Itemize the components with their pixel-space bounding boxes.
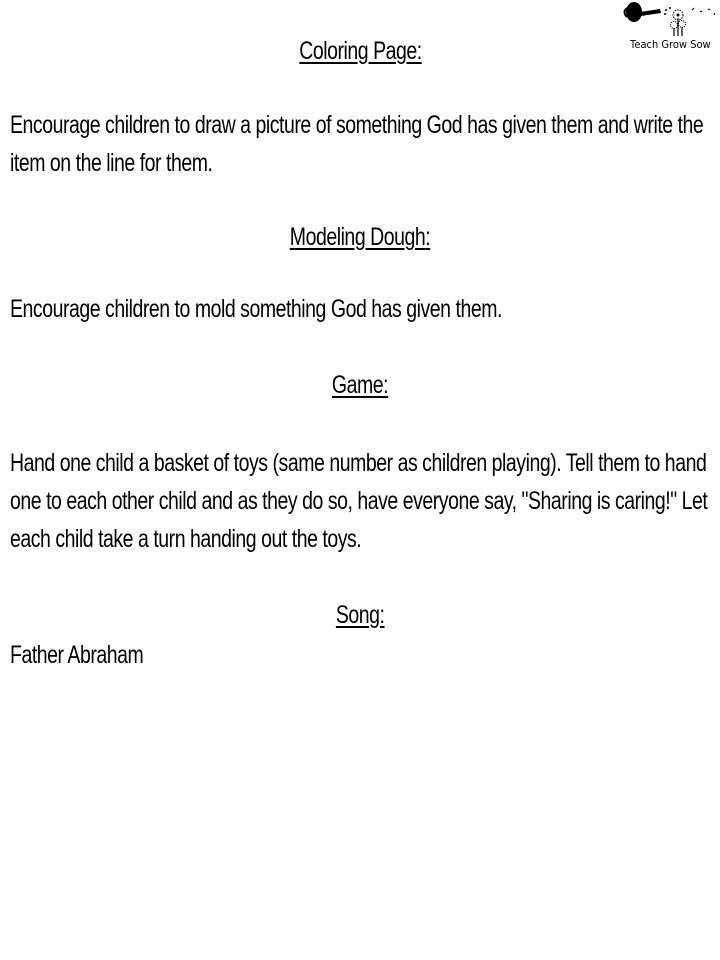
dough-instructions: Encourage children to mold something God has given them. [10,295,502,323]
song-heading: Song: [335,601,385,629]
game-heading: Game: [331,371,389,399]
logo-text: Teach Grow Sow [630,38,711,51]
dough-heading: Modeling Dough: [289,223,431,251]
coloring-instructions: Encourage children to draw a picture of something God has given them and write the item on the line for them. [10,111,704,177]
song-title: Father Abraham [10,641,144,669]
coloring-heading: Coloring Page: [298,37,422,65]
game-instructions: Hand one child a basket of toys (same number as children playing). Tell them to hand one to each other child and as they do so, have everyone say, "Sharing is caring!" Let each child take a turn handing out the toys. [10,449,708,553]
